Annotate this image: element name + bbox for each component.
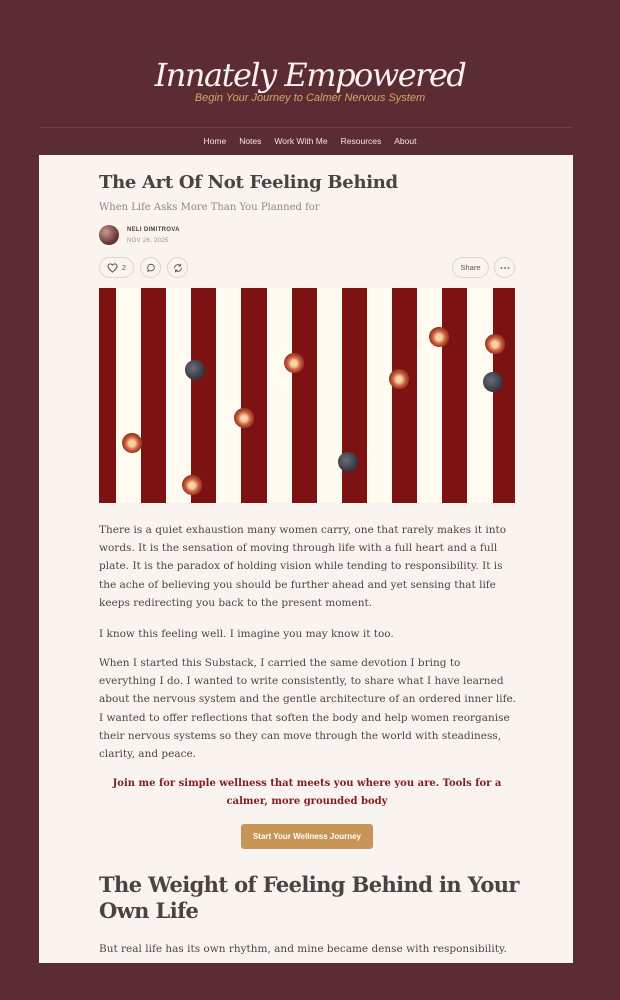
hero-stripe <box>442 288 467 503</box>
header-divider <box>40 127 572 128</box>
comment-icon <box>146 263 156 273</box>
share-label: Share <box>460 263 481 272</box>
fig-illustration <box>234 408 254 428</box>
body-paragraph: But real life has its own rhythm, and mine became dense with responsibility. <box>99 943 507 955</box>
fig-illustration <box>122 433 142 453</box>
author-avatar[interactable] <box>99 225 119 245</box>
hero-stripe <box>191 288 216 503</box>
hero-stripe <box>241 288 267 503</box>
hero-stripe <box>292 288 317 503</box>
author-name[interactable]: NELI DIMITROVA <box>127 227 180 233</box>
nav-item-resources[interactable]: Resources <box>340 136 382 146</box>
more-icon <box>500 266 510 270</box>
site-tagline: Begin Your Journey to Calmer Nervous System <box>194 92 426 104</box>
heart-icon <box>107 263 118 273</box>
fig-illustration <box>185 360 205 380</box>
post-date: NOV 26, 2025 <box>127 238 169 244</box>
fig-illustration <box>429 327 449 347</box>
fig-illustration <box>485 334 505 354</box>
body-paragraph: I know this feeling well. I imagine you may know it too. <box>99 628 394 640</box>
nav-item-home[interactable]: Home <box>203 136 227 146</box>
hero-stripe <box>392 288 417 503</box>
hero-stripe <box>141 288 166 503</box>
hero-stripe <box>99 288 116 503</box>
restack-icon <box>173 263 183 273</box>
post-subtitle: When Life Asks More Than You Planned for <box>99 202 320 213</box>
body-paragraph: There is a quiet exhaustion many women carry, one that rarely makes it into words. It is the sensation of moving through life with a full heart and a full plate. It is the paradox of holding vision while tending to responsibility. It is the ache of believing you should be further ahead and yet sensing that life keeps redirecting you back to the present moment. <box>99 524 507 609</box>
share-button[interactable] <box>452 257 489 278</box>
body-paragraph: When I started this Substack, I carried the same devotion I bring to everything I do. I wanted to write consistently, to share what I have learned about the nervous system and the gentle architecture of an ordered inner life. I wanted to offer reflections that soften the body and help women reorganise their nervous systems so they can move through the world with steadiness, clarity, and peace. <box>99 657 517 761</box>
like-count: 2 <box>121 263 127 272</box>
restack-button[interactable] <box>167 257 188 278</box>
fig-illustration <box>338 452 358 472</box>
post-title: The Art Of Not Feeling Behind <box>99 172 398 193</box>
fig-illustration <box>483 372 503 392</box>
hero-stripe <box>493 288 515 503</box>
fig-illustration <box>182 475 202 495</box>
post-card <box>39 155 573 963</box>
comment-button[interactable] <box>140 257 161 278</box>
fig-illustration <box>389 369 409 389</box>
hero-image[interactable] <box>99 288 515 503</box>
main-nav <box>0 134 620 150</box>
start-wellness-journey-button[interactable]: Start Your Wellness Journey <box>241 824 373 849</box>
nav-item-work-with-me[interactable]: Work With Me <box>274 136 328 146</box>
site-title[interactable]: Innately Empowered <box>154 56 466 94</box>
masthead <box>0 0 620 128</box>
fig-illustration <box>284 353 304 373</box>
cta-text: Join me for simple wellness that meets you where you are. Tools for a calmer, more grounded body <box>112 778 502 807</box>
more-button[interactable] <box>494 257 515 278</box>
like-button[interactable] <box>99 257 134 278</box>
section-heading: The Weight of Feeling Behind in Your Own Life <box>99 872 519 923</box>
nav-item-about[interactable]: About <box>394 136 417 146</box>
nav-item-notes[interactable]: Notes <box>239 136 262 146</box>
